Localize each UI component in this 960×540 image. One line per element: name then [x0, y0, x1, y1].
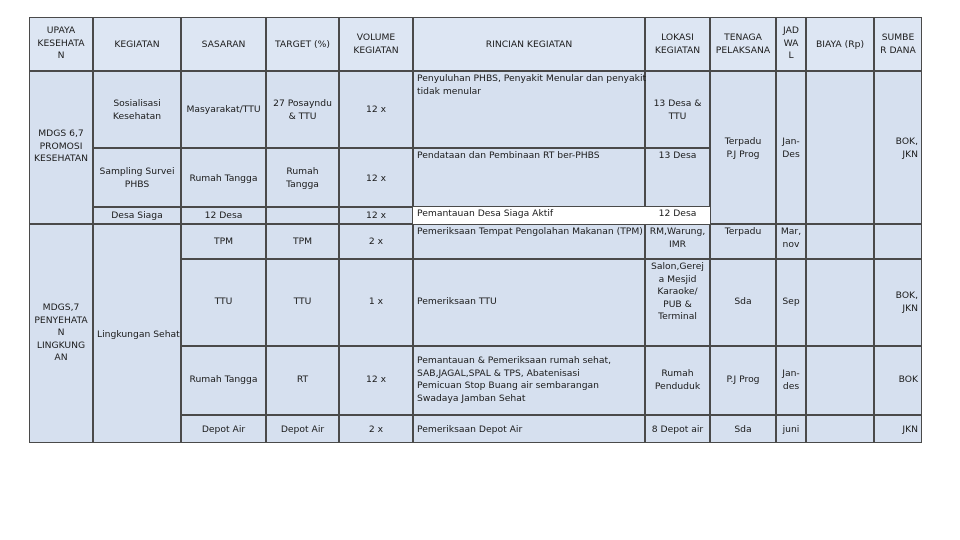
- kegiatan-desasiaga-label: Desa Siaga: [111, 210, 163, 221]
- cell-biaya-depot: [806, 415, 874, 443]
- header-kegiatan: KEGIATAN: [114, 39, 160, 50]
- target-ttu-label: TTU: [293, 296, 312, 307]
- cell-biaya-promosi: [806, 71, 874, 224]
- sumber-depot-label: JKN: [902, 424, 918, 435]
- volume-ttu-label: 1 x: [368, 296, 384, 307]
- kegiatan-sosialisasi-label: Sosialisasi Kesehatan: [112, 98, 162, 122]
- sasaran-rt-label: Rumah Tangga: [189, 374, 258, 385]
- target-row2-label: Rumah Tangga: [286, 166, 319, 190]
- sasaran-row2-label: Rumah Tangga: [189, 173, 258, 184]
- tenaga-promosi-label: Terpadu P.J Prog: [724, 136, 762, 160]
- sasaran-row3-label: 12 Desa: [204, 210, 243, 221]
- sasaran-tpm-label: TPM: [213, 236, 234, 247]
- lokasi-depot-label: 8 Depot air: [651, 424, 704, 435]
- volume-row1-label: 12 x: [365, 104, 387, 115]
- cell-biaya-tpm: [806, 224, 874, 259]
- header-volume: VOLUME KEGIATAN: [353, 32, 399, 56]
- cell-target-row3: [266, 207, 339, 224]
- header-tenaga: TENAGA PELAKSANA: [715, 32, 771, 56]
- sasaran-ttu-label: TTU: [214, 296, 233, 307]
- sasaran-depot-label: Depot Air: [201, 424, 246, 435]
- sumber-promosi-label: BOK, JKN: [895, 136, 918, 160]
- lokasi-row2-label: 13 Desa: [658, 150, 697, 161]
- volume-tpm-label: 2 x: [368, 236, 384, 247]
- target-row1-label: 27 Posayndu & TTU: [273, 98, 332, 122]
- sumber-rt-label: BOK: [898, 374, 918, 385]
- volume-depot-label: 2 x: [368, 424, 384, 435]
- rincian-tpm-label: Pemeriksaan Tempat Pengolahan Makanan (TPM): [417, 226, 643, 237]
- volume-row2-label: 12 x: [365, 173, 387, 184]
- header-jadwal: JAD WA L: [783, 25, 799, 61]
- jadwal-promosi-label: Jan- Des: [782, 136, 800, 160]
- jadwal-depot-label: juni: [782, 424, 800, 435]
- header-rincian: RINCIAN KEGIATAN: [485, 39, 573, 50]
- tenaga-tpm-label: Terpadu: [724, 226, 762, 237]
- rincian-depot-label: Pemeriksaan Depot Air: [417, 424, 523, 435]
- tenaga-rt-label: P.J Prog: [726, 374, 760, 385]
- jadwal-tpm-label: Mar, nov: [780, 226, 802, 250]
- lokasi-rt-label: Rumah Penduduk: [654, 368, 701, 392]
- lokasi-ttu-label: Salon,Gerej a Mesjid Karaoke/ PUB & Terminal: [651, 261, 704, 322]
- rincian-ttu-label: Pemeriksaan TTU: [417, 296, 497, 307]
- rincian-row1-label: Penyuluhan PHBS, Penyakit Menular dan penyakit tidak menular: [417, 73, 647, 97]
- sumber-ttu-label: BOK, JKN: [895, 290, 918, 314]
- header-sumber: SUMBE R DANA: [880, 32, 916, 56]
- upaya-promosi-label: MDGS 6,7 PROMOSI KESEHATAN: [33, 128, 88, 164]
- lokasi-tpm-label: RM,Warung, IMR: [649, 226, 706, 250]
- rincian-row3-label: Pemantauan Desa Siaga Aktif: [417, 208, 554, 219]
- target-tpm-label: TPM: [292, 236, 313, 247]
- sasaran-row1-label: Masyarakat/TTU: [186, 104, 261, 115]
- target-rt-label: RT: [296, 374, 309, 385]
- volume-row3-label: 12 x: [365, 210, 387, 221]
- cell-sumber-tpm: [874, 224, 922, 259]
- rincian-row2-label: Pendataan dan Pembinaan RT ber-PHBS: [417, 150, 600, 161]
- header-upaya: UPAYA KESEHATA N: [37, 25, 85, 61]
- header-target: TARGET (%): [275, 39, 330, 50]
- cell-biaya-rt: [806, 346, 874, 415]
- jadwal-rt-label: Jan- des: [782, 368, 800, 392]
- cell-biaya-ttu: [806, 259, 874, 346]
- lokasi-row3-label: 12 Desa: [658, 208, 697, 219]
- kegiatan-lingkungan-label: Lingkungan Sehat: [97, 329, 180, 340]
- tenaga-depot-label: Sda: [734, 424, 752, 435]
- rincian-rt-label: Pemantauan & Pemeriksaan rumah sehat, SAB,JAGAL,SPAL & TPS, Abatenisasi Pemicuan Stop Buang air sembarangan Swadaya Jamban Sehat: [417, 355, 612, 404]
- jadwal-ttu-label: Sep: [782, 296, 800, 307]
- kegiatan-sampling-label: Sampling Survei PHBS: [99, 166, 175, 190]
- upaya-lingkungan-label: MDGS,7 PENYEHATA N LINGKUNG AN: [34, 302, 88, 363]
- volume-rt-label: 12 x: [365, 374, 387, 385]
- header-sasaran: SASARAN: [201, 39, 246, 50]
- tenaga-ttu-label: Sda: [734, 296, 752, 307]
- header-biaya: BIAYA (Rp): [815, 39, 865, 50]
- target-depot-label: Depot Air: [280, 424, 325, 435]
- header-lokasi: LOKASI KEGIATAN: [654, 32, 701, 56]
- lokasi-row1-label: 13 Desa & TTU: [653, 98, 702, 122]
